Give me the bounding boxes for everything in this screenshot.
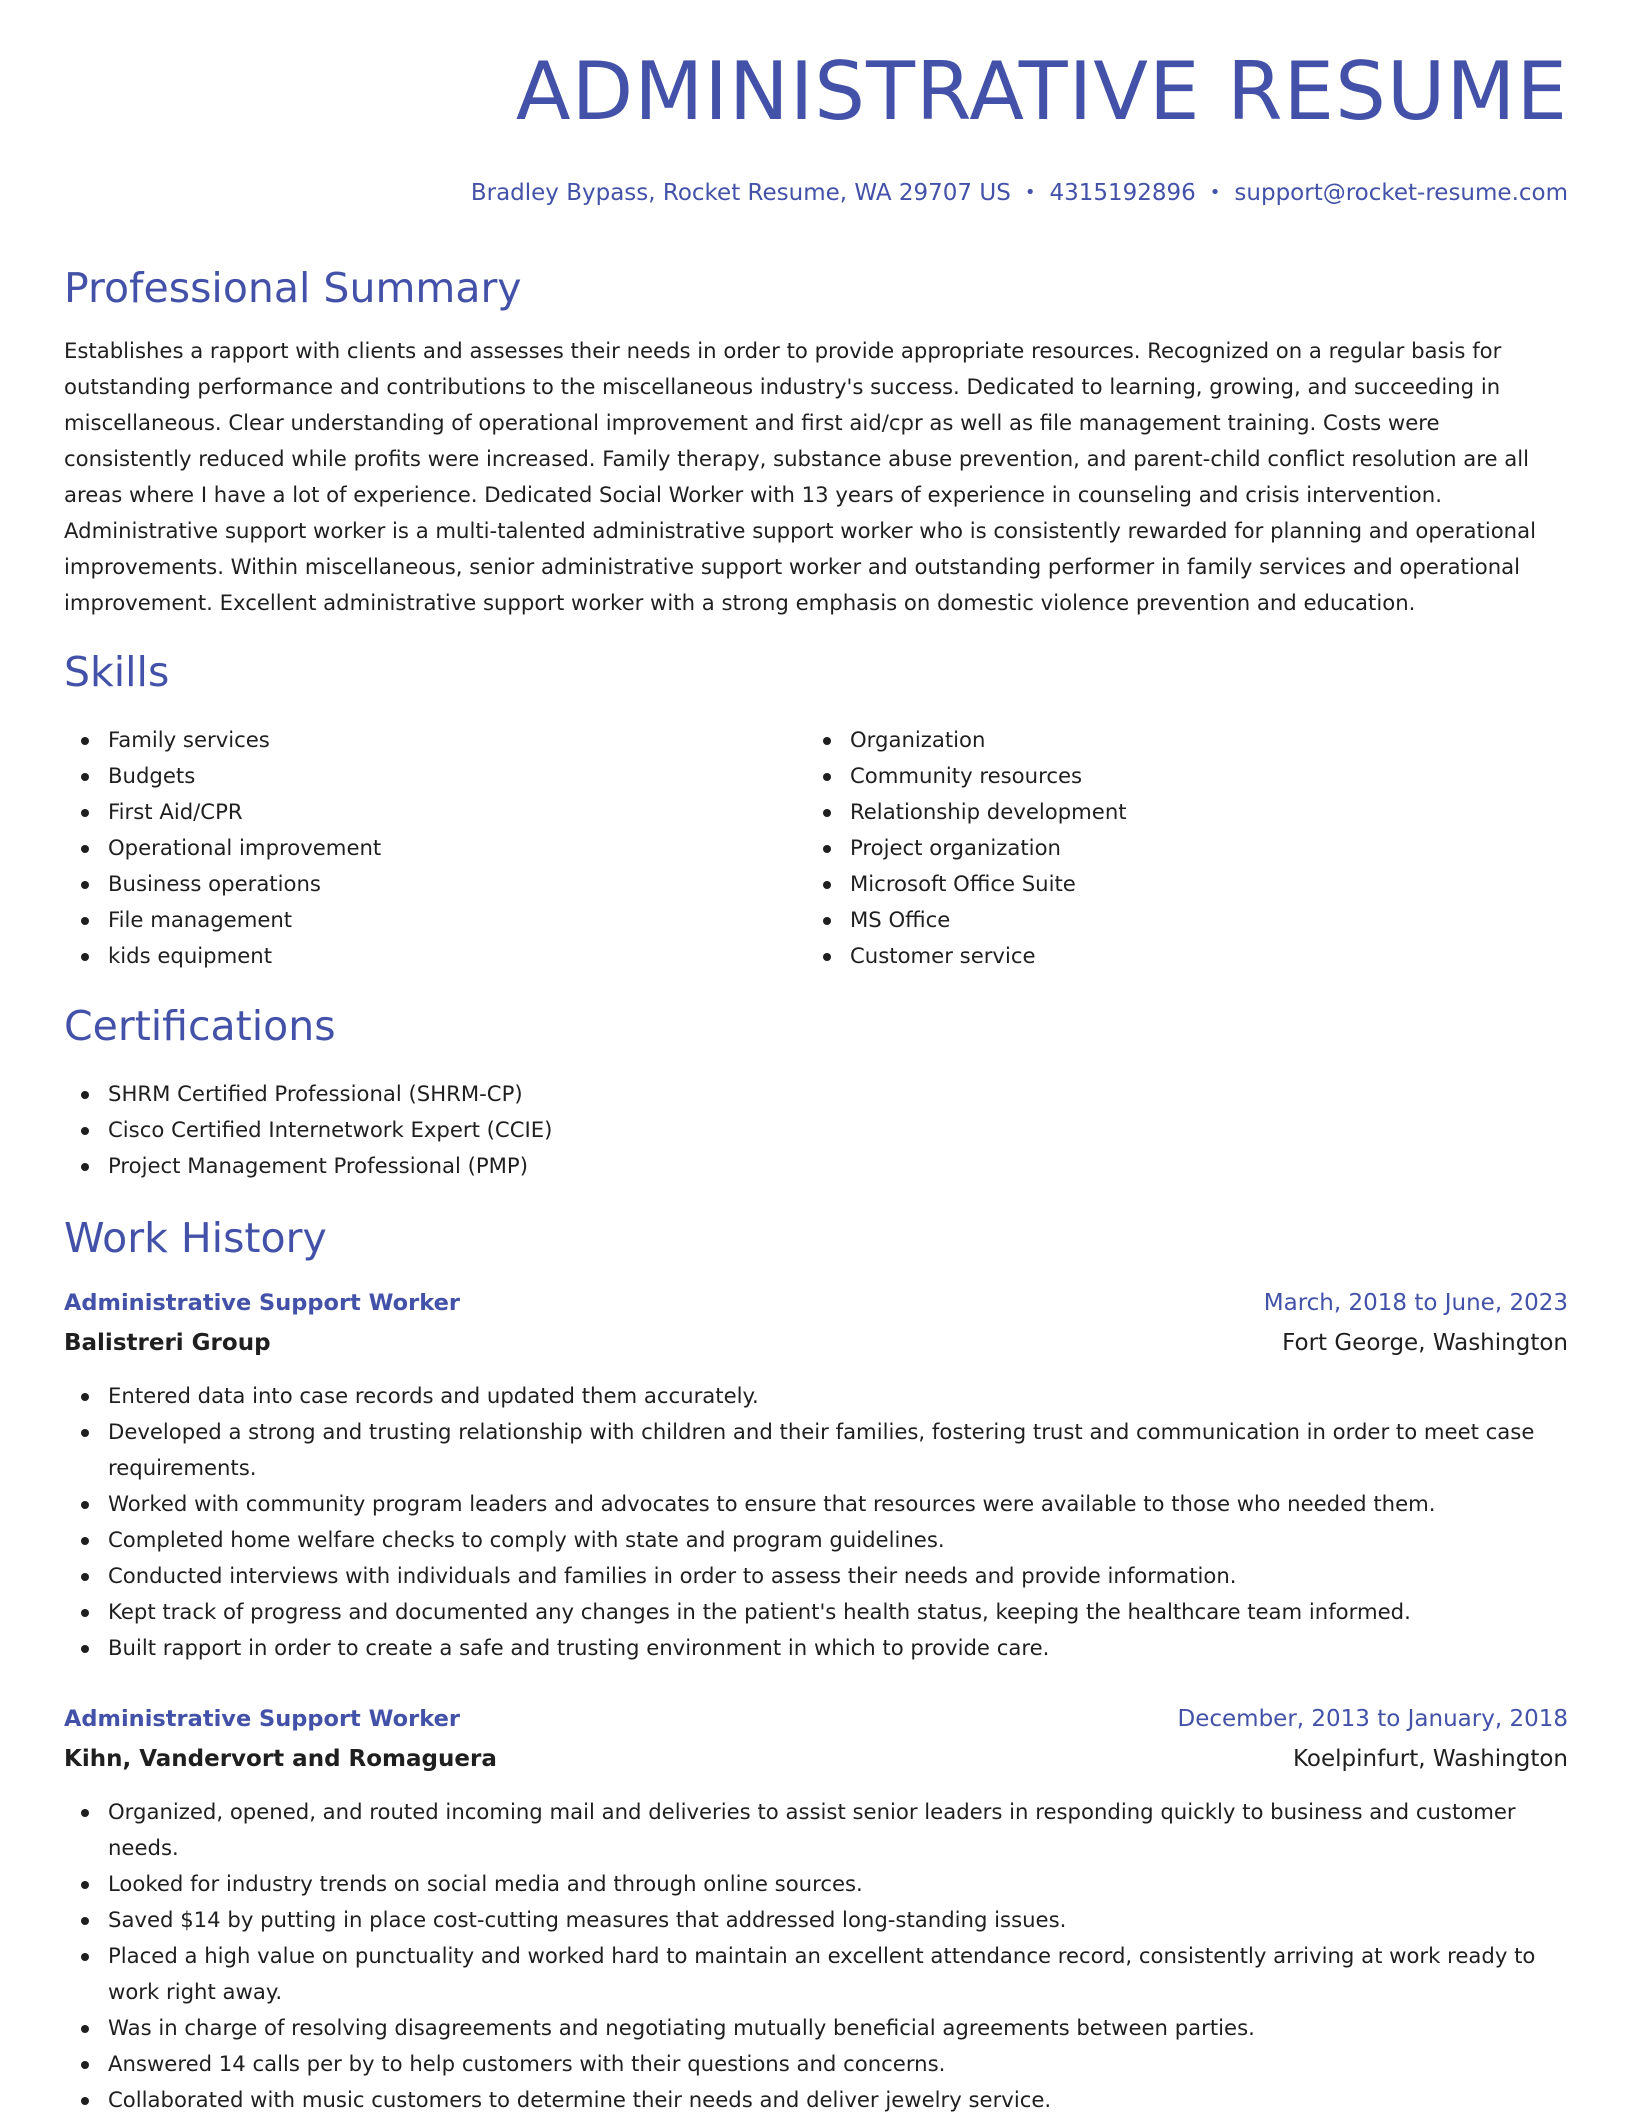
job-duties-list <box>64 1794 1568 2118</box>
list-item: Placed a high value on punctuality and worked hard to maintain an excellent attendance record, consistently arriving at work ready to work right away. <box>64 1938 1568 2010</box>
list-item: Organization <box>806 722 1568 758</box>
list-item: Relationship development <box>806 794 1568 830</box>
list-item: kids equipment <box>64 938 804 974</box>
skills-list-left <box>64 722 804 974</box>
list-item: Looked for industry trends on social media and through online sources. <box>64 1866 1568 1902</box>
list-item: Entered data into case records and updated them accurately. <box>64 1378 1568 1414</box>
certifications-heading: Certifications <box>64 1002 336 1050</box>
list-item: MS Office <box>806 902 1568 938</box>
job-location: Fort George, Washington <box>1282 1330 1568 1356</box>
list-item: SHRM Certified Professional (SHRM-CP) <box>64 1076 1568 1112</box>
professional-summary-text: Establishes a rapport with clients and assesses their needs in order to provide appropriate resources. Recognized on a regular basis for outstanding performance and contributions to the miscellaneous industry's success. Dedicated to learning, growing, and succeeding in miscellaneous. Clear understanding of operational improvement and first aid/cpr as well as file management training. Costs were consistently reduced while profits were increased. Family therapy, substance abuse prevention, and parent-child conflict resolution are all areas where I have a lot of experience. Dedicated Social Worker with 13 years of experience in counseling and crisis intervention. Administrative support worker is a multi-talented administrative support worker who is consistently rewarded for planning and operational improvements. Within miscellaneous, senior administrative support worker and outstanding performer in family services and operational improvement. Excellent administrative support worker with a strong emphasis on domestic violence prevention and education. <box>64 338 1536 615</box>
skills-heading: Skills <box>64 648 170 696</box>
list-item: Answered 14 calls per by to help customers with their questions and concerns. <box>64 2046 1568 2082</box>
list-item: Organized, opened, and routed incoming mail and deliveries to assist senior leaders in responding quickly to business and customer needs. <box>64 1794 1568 1866</box>
list-item: Cisco Certified Internetwork Expert (CCIE) <box>64 1112 1568 1148</box>
job-dates: December, 2013 to January, 2018 <box>1177 1706 1568 1732</box>
list-item: Built rapport in order to create a safe and trusting environment in which to provide care. <box>64 1630 1568 1666</box>
list-item: File management <box>64 902 804 938</box>
contact-phone: 4315192896 <box>1049 180 1196 206</box>
job-title: Administrative Support Worker <box>64 1290 460 1316</box>
list-item: Project Management Professional (PMP) <box>64 1148 1568 1184</box>
list-item: First Aid/CPR <box>64 794 804 830</box>
job-location: Koelpinfurt, Washington <box>1292 1746 1568 1772</box>
list-item: Microsoft Office Suite <box>806 866 1568 902</box>
list-item: Business operations <box>64 866 804 902</box>
resume-title: ADMINISTRATIVE RESUME <box>515 45 1568 138</box>
contact-separator: • <box>1024 182 1036 203</box>
list-item: Project organization <box>806 830 1568 866</box>
contact-line <box>471 182 1568 205</box>
list-item: Budgets <box>64 758 804 794</box>
list-item: Customer service <box>806 938 1568 974</box>
list-item: Kept track of progress and documented any changes in the patient's health status, keeping the healthcare team informed. <box>64 1594 1568 1630</box>
job-duties-list <box>64 1378 1568 1666</box>
job-dates: March, 2018 to June, 2023 <box>1263 1290 1568 1316</box>
list-item: Completed home welfare checks to comply with state and program guidelines. <box>64 1522 1568 1558</box>
list-item: Conducted interviews with individuals and families in order to assess their needs and provide information. <box>64 1558 1568 1594</box>
list-item: Community resources <box>806 758 1568 794</box>
job-company: Balistreri Group <box>64 1330 271 1356</box>
list-item: Worked with community program leaders and advocates to ensure that resources were available to those who needed them. <box>64 1486 1568 1522</box>
certifications-list <box>64 1076 1568 1184</box>
list-item: Family services <box>64 722 804 758</box>
contact-address: Bradley Bypass, Rocket Resume, WA 29707 US <box>470 180 1011 206</box>
list-item: Saved $14 by putting in place cost-cutting measures that addressed long-standing issues. <box>64 1902 1568 1938</box>
contact-separator: • <box>1209 182 1221 203</box>
job-company: Kihn, Vandervort and Romaguera <box>64 1746 497 1772</box>
list-item: Collaborated with music customers to determine their needs and deliver jewelry service. <box>64 2082 1568 2118</box>
work-history-heading: Work History <box>64 1214 327 1262</box>
skills-list-right <box>806 722 1568 974</box>
contact-email: support@rocket-resume.com <box>1234 180 1568 206</box>
professional-summary-heading: Professional Summary <box>64 264 522 312</box>
list-item: Developed a strong and trusting relationship with children and their families, fostering trust and communication in order to meet case requirements. <box>64 1414 1568 1486</box>
job-title: Administrative Support Worker <box>64 1706 460 1732</box>
list-item: Operational improvement <box>64 830 804 866</box>
list-item: Was in charge of resolving disagreements and negotiating mutually beneficial agreements between parties. <box>64 2010 1568 2046</box>
